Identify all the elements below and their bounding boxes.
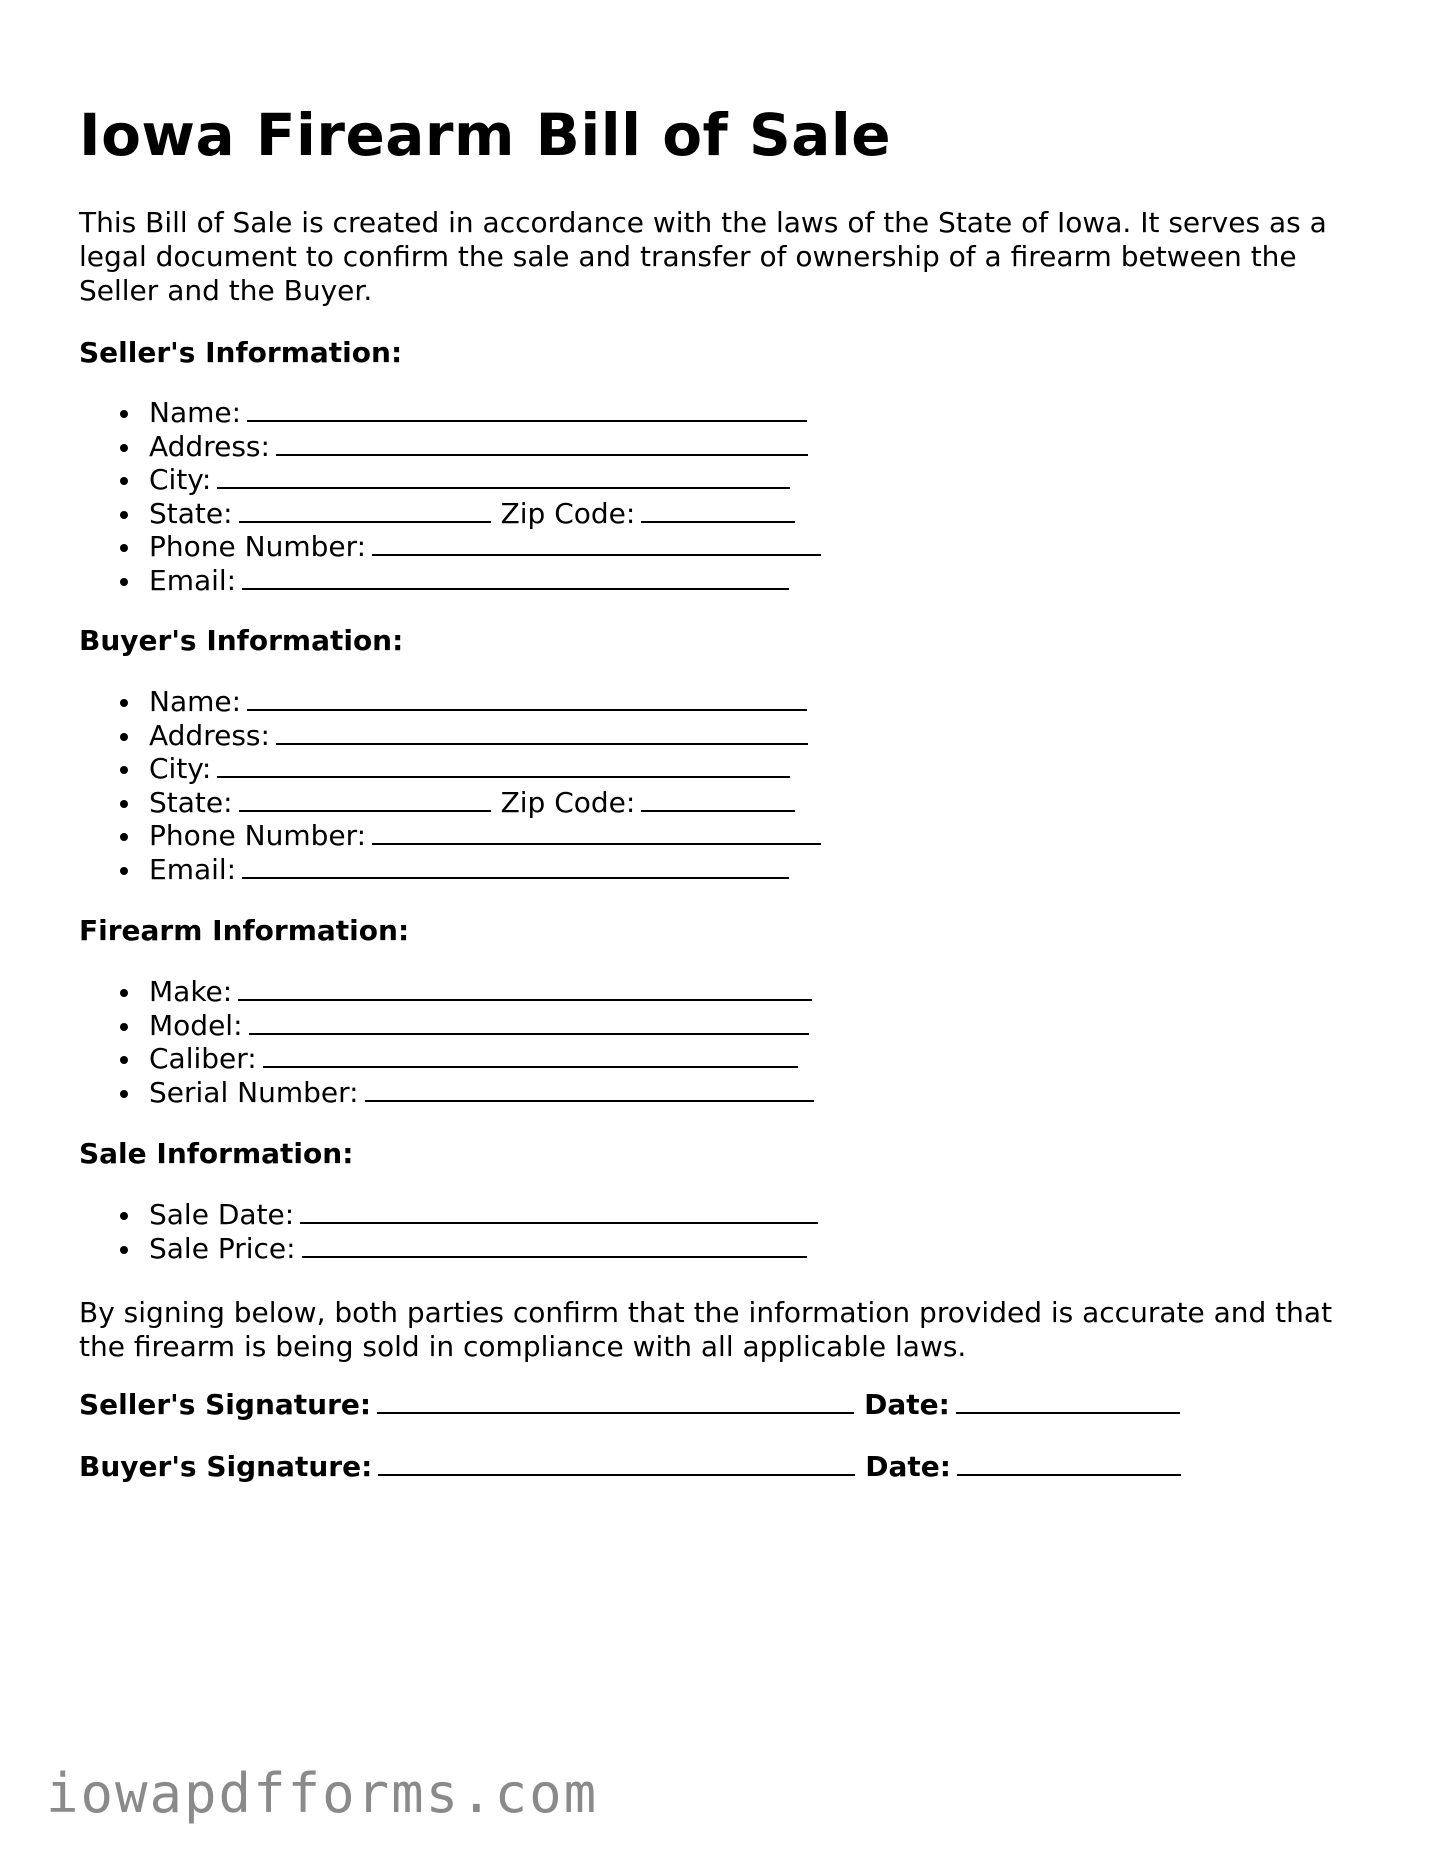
buyer-email-item [149,853,821,887]
buyer-name-label: Name: [149,685,242,718]
seller-section-heading: Seller's Information: [79,336,403,369]
seller-state-zip-item [149,497,821,531]
sale-date-field[interactable] [300,1198,818,1224]
seller-state-label: State: [149,496,233,530]
seller-address-field[interactable] [276,430,808,456]
buyer-section-heading: Buyer's Information: [79,624,404,657]
buyer-date-label: Date: [865,1450,951,1483]
buyer-city-item [149,752,821,786]
buyer-zip-field[interactable] [641,786,795,812]
firearm-make-item [149,975,814,1009]
buyer-zip-label: Zip Code: [500,785,636,819]
buyer-city-label: City: [149,752,212,785]
seller-city-label: City: [149,463,212,496]
seller-email-label: Email: [149,563,237,597]
firearm-model-item [149,1009,814,1043]
sale-price-item [149,1232,818,1266]
buyer-email-field[interactable] [242,853,789,879]
firearm-make-field[interactable] [238,975,812,1001]
seller-signature-label: Seller's Signature: [79,1388,372,1421]
firearm-serial-field[interactable] [365,1076,814,1102]
seller-address-item [149,430,821,464]
page-title: Iowa Firearm Bill of Sale [79,101,892,169]
buyer-phone-field[interactable] [372,819,821,845]
sale-date-label: Sale Date: [149,1198,295,1231]
closing-paragraph: By signing below, both parties confirm that the information provided is accurate and that the firearm is being sold in compliance with all applicable laws. [79,1296,1333,1363]
buyer-signature-field[interactable] [378,1450,855,1476]
sale-price-field[interactable] [302,1232,807,1258]
buyer-city-field[interactable] [217,752,790,778]
buyer-signature-label: Buyer's Signature: [79,1450,373,1483]
intro-paragraph: This Bill of Sale is created in accordance with the laws of the State of Iowa. It serves as a legal document to confirm the sale and transfer of ownership of a firearm between the Seller and the Buyer. [79,206,1327,307]
buyer-email-label: Email: [149,852,237,886]
sale-date-item [149,1198,818,1232]
firearm-make-label: Make: [149,975,233,1008]
buyer-state-label: State: [149,785,233,819]
seller-name-label: Name: [149,396,242,429]
firearm-caliber-field[interactable] [263,1042,798,1068]
seller-signature-row [79,1388,1180,1422]
firearm-model-field[interactable] [249,1009,809,1035]
buyer-date-field[interactable] [957,1450,1181,1476]
buyer-name-field[interactable] [247,685,807,711]
sale-price-label: Sale Price: [149,1231,296,1265]
buyer-phone-item [149,819,821,853]
buyer-signature-row [79,1450,1181,1484]
seller-signature-field[interactable] [377,1388,854,1414]
buyer-state-field[interactable] [239,786,491,812]
firearm-section-heading: Firearm Information: [79,914,410,947]
sale-section-heading: Sale Information: [79,1137,354,1170]
buyer-address-label: Address: [149,718,270,752]
firearm-model-label: Model: [149,1008,243,1042]
seller-email-item [149,564,821,598]
buyer-address-field[interactable] [276,719,808,745]
buyer-phone-label: Phone Number: [149,819,367,852]
seller-phone-item [149,530,821,564]
seller-phone-label: Phone Number: [149,530,367,563]
seller-city-item [149,463,821,497]
seller-name-item [149,396,821,430]
seller-phone-field[interactable] [372,530,821,556]
buyer-name-item [149,685,821,719]
seller-date-field[interactable] [956,1388,1180,1414]
sale-field-list [149,1198,818,1265]
buyer-address-item [149,719,821,753]
firearm-serial-label: Serial Number: [149,1075,359,1109]
seller-date-label: Date: [864,1388,950,1421]
seller-zip-label: Zip Code: [500,496,636,530]
firearm-caliber-label: Caliber: [149,1042,257,1075]
seller-address-label: Address: [149,429,270,463]
seller-zip-field[interactable] [641,497,795,523]
seller-field-list [149,396,821,597]
firearm-field-list [149,975,814,1109]
seller-city-field[interactable] [217,463,790,489]
seller-name-field[interactable] [247,396,807,422]
seller-email-field[interactable] [242,564,789,590]
firearm-caliber-item [149,1042,814,1076]
buyer-state-zip-item [149,786,821,820]
seller-state-field[interactable] [239,497,491,523]
site-watermark: iowapdfforms.com [46,1762,599,1825]
firearm-serial-item [149,1076,814,1110]
buyer-field-list [149,685,821,886]
